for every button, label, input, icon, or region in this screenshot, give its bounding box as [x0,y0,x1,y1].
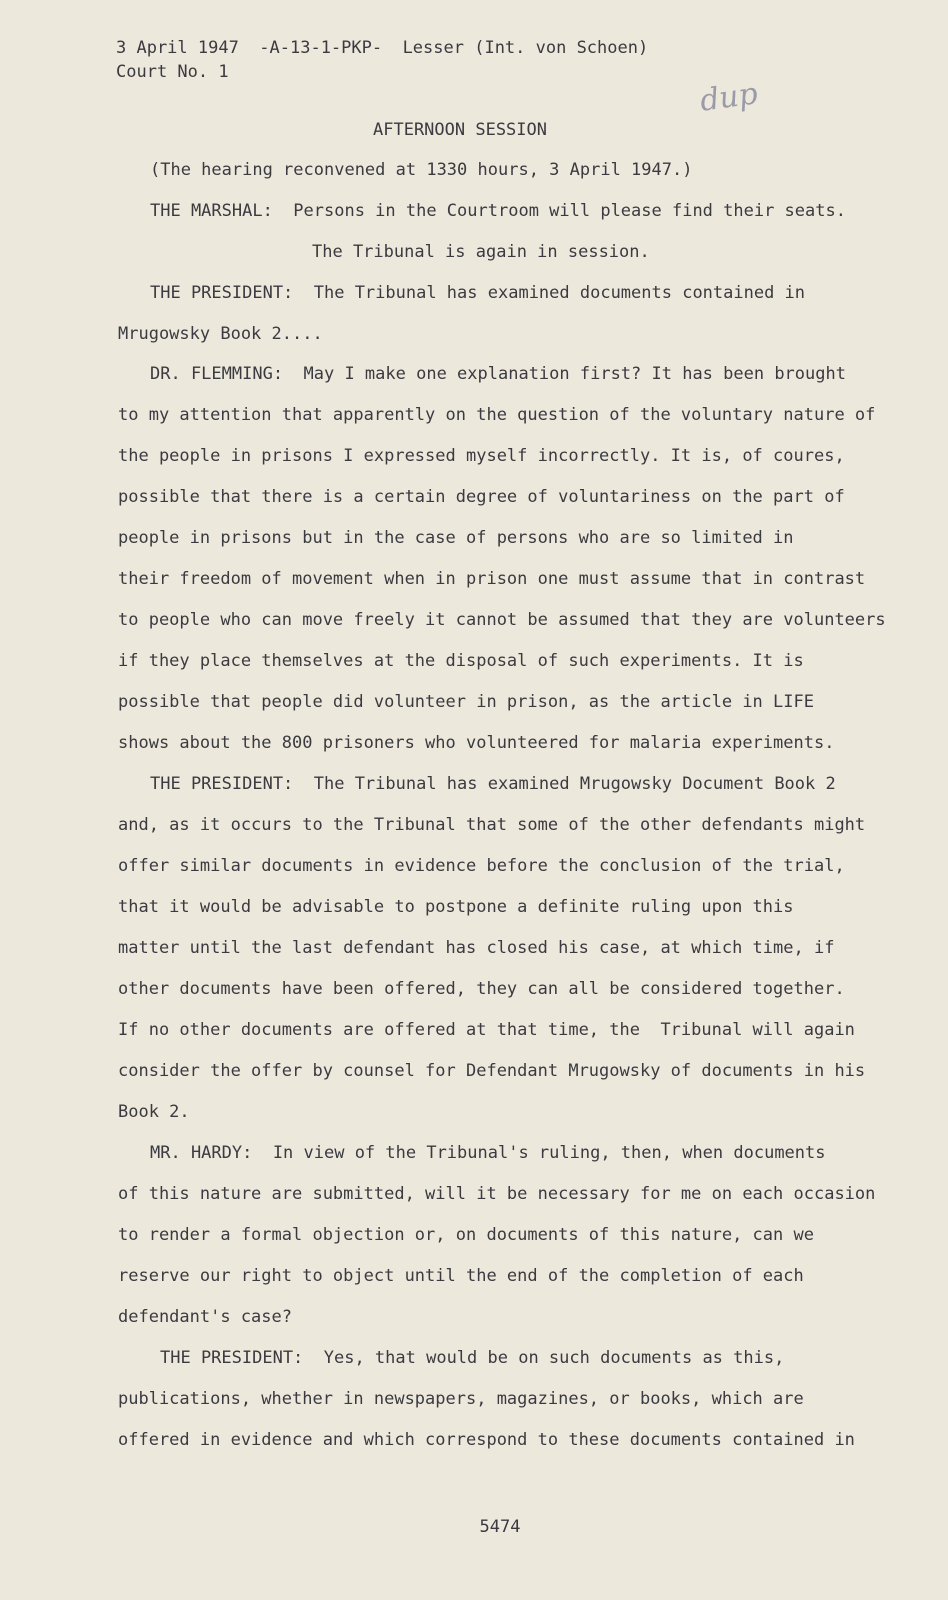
text-line: If no other documents are offered at that time, the Tribunal will again [118,1020,855,1040]
text-line: if they place themselves at the disposal of such experiments. It is [118,651,804,671]
text-line: defendant's case? [118,1307,292,1327]
text-line: (The hearing reconvened at 1330 hours, 3 April 1947.) [150,160,693,180]
text-line: the people in prisons I expressed myself incorrectly. It is, of coures, [118,446,845,466]
text-line: to render a formal objection or, on documents of this nature, can we [118,1225,814,1245]
text-line: and, as it occurs to the Tribunal that some of the other defendants might [118,815,866,835]
text-line: THE MARSHAL: Persons in the Courtroom will please find their seats. [150,201,846,221]
handwritten-mark: dup [697,76,760,119]
text-line: to people who can move freely it cannot be assumed that they are volunteers [118,610,886,630]
text-line: publications, whether in newspapers, magazines, or books, which are [118,1389,804,1409]
text-line: THE PRESIDENT: The Tribunal has examined Mrugowsky Document Book 2 [150,774,836,794]
text-line: The Tribunal is again in session. [312,242,650,262]
text-line: offer similar documents in evidence before the conclusion of the trial, [118,856,845,876]
text-line: their freedom of movement when in prison one must assume that in contrast [118,569,866,589]
text-line: offered in evidence and which correspond to these documents contained in [118,1430,855,1450]
page-number: 5474 [479,1517,521,1537]
text-line: DR. FLEMMING: May I make one explanation first? It has been brought [150,364,846,384]
text-line: shows about the 800 prisoners who volunteered for malaria experiments. [118,733,835,753]
text-line: THE PRESIDENT: The Tribunal has examined documents contained in [150,283,806,303]
text-line: Mrugowsky Book 2.... [118,324,323,344]
text-line: to my attention that apparently on the question of the voluntary nature of [118,405,876,425]
text-line: that it would be advisable to postpone a definite ruling upon this [118,897,794,917]
text-line: Book 2. [118,1102,190,1122]
header-line-2: Court No. 1 [116,62,229,82]
header-line-1: 3 April 1947 -A-13-1-PKP- Lesser (Int. von Schoen) [116,38,649,58]
text-line: of this nature are submitted, will it be necessary for me on each occasion [118,1184,876,1204]
text-line: people in prisons but in the case of persons who are so limited in [118,528,794,548]
text-line: MR. HARDY: In view of the Tribunal's ruling, then, when documents [150,1143,826,1163]
text-line: possible that there is a certain degree of voluntariness on the part of [118,487,845,507]
text-line: possible that people did volunteer in prison, as the article in LIFE [118,692,814,712]
text-line: other documents have been offered, they can all be considered together. [118,979,845,999]
text-line: reserve our right to object until the end of the completion of each [118,1266,804,1286]
text-line: THE PRESIDENT: Yes, that would be on such documents as this, [160,1348,785,1368]
session-title: AFTERNOON SESSION [373,120,547,140]
text-line: matter until the last defendant has closed his case, at which time, if [118,938,835,958]
text-line: consider the offer by counsel for Defendant Mrugowsky of documents in his [118,1061,866,1081]
